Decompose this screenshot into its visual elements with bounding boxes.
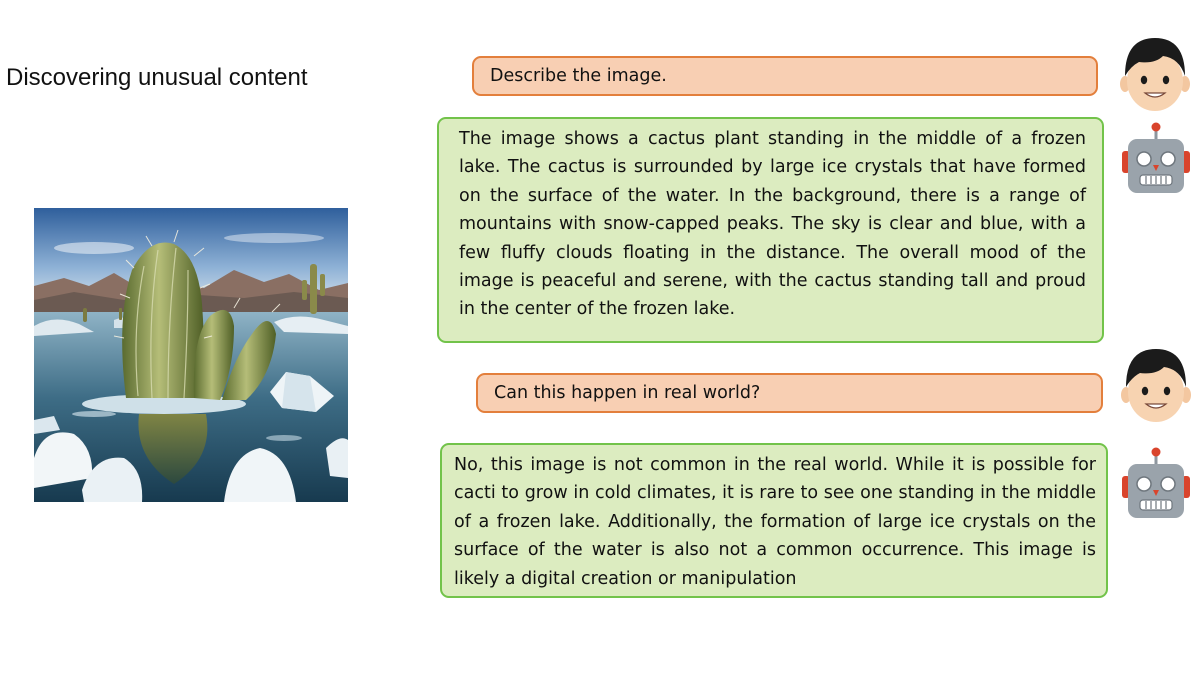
assistant-message-bubble — [440, 443, 1108, 598]
user-message-text: Describe the image. — [490, 66, 667, 86]
user-message-bubble — [472, 56, 1098, 96]
boy-face-icon — [1120, 345, 1192, 429]
slide-title: Discovering unusual content — [6, 64, 308, 91]
assistant-message-bubble — [437, 117, 1104, 343]
cactus-frozen-lake-image — [34, 208, 348, 502]
assistant-message-text: The image shows a cactus plant standing in the middle of a frozen lake. The cactus is surrounded by large ice crystals that have formed on the surface of the water. In the background, there is a range of mountains with snow-capped peaks. The sky is clear and blue, with a few fluffy clouds floating in the distance. The overall mood of the image is peaceful and serene, with the cactus standing tall and proud in the center of the frozen lake. — [459, 129, 1086, 320]
boy-face-icon — [1119, 34, 1191, 118]
robot-face-icon — [1120, 446, 1192, 524]
user-message-text: Can this happen in real world? — [494, 383, 761, 403]
robot-face-icon — [1120, 121, 1192, 199]
assistant-message-text: No, this image is not common in the real world. While it is possible for cacti to grow in cold climates, it is rare to see one standing in the middle of a frozen lake. Additionally, the formation of large ice crystals on the surface of the water is also not a common occurrence. This image is likely a digital creation or manipulation — [454, 455, 1096, 589]
user-message-bubble — [476, 373, 1103, 413]
